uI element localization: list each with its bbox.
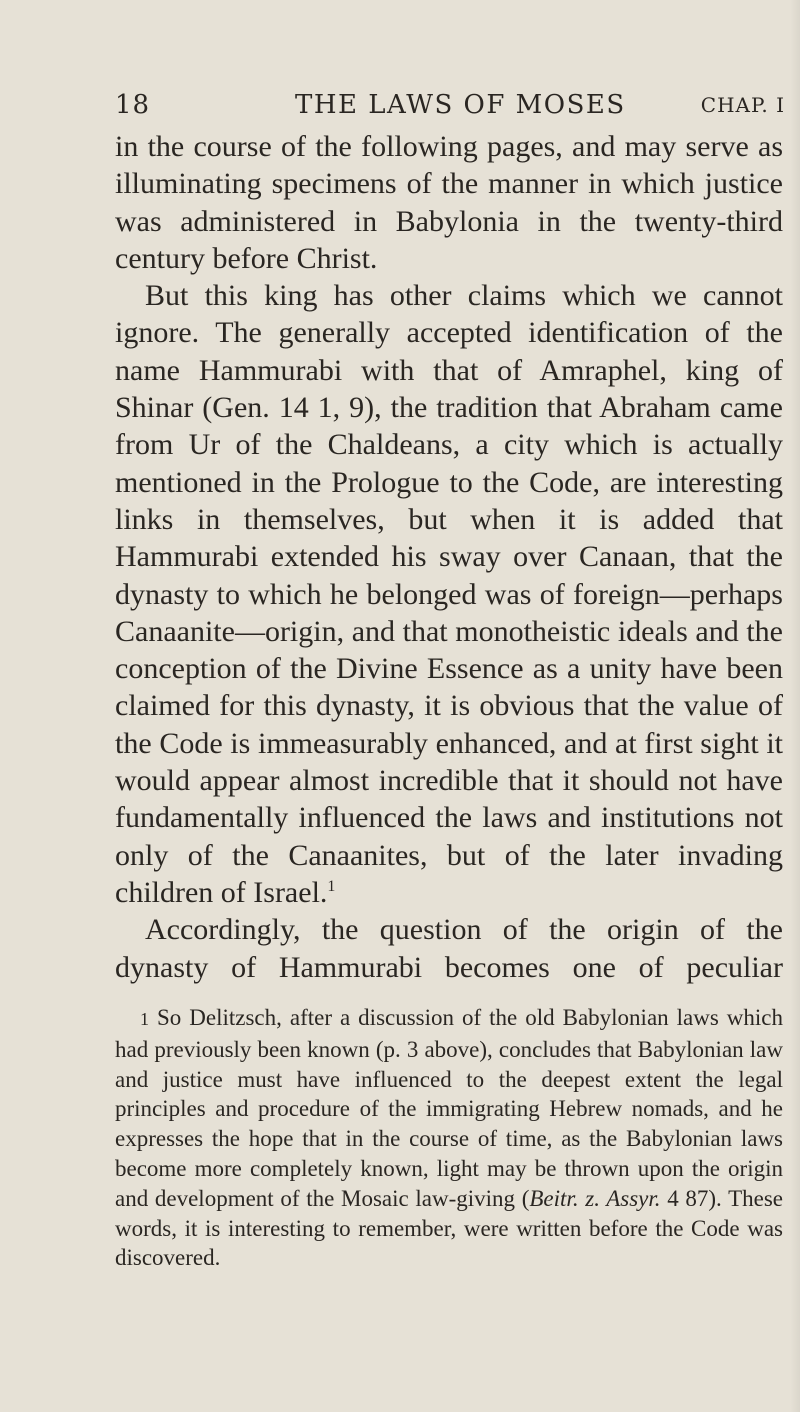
footnote-paragraph: [115, 1003, 783, 1273]
footnote-marker: 1: [140, 1009, 149, 1029]
paragraph-hammurabi-claims-text: But this king has other claims which we cannot ignore. The generally accepted identification of the name Hammurabi with that of Amraphel, king of Shinar (Gen. 14 1, 9), the tradition that Abraham came from Ur of the Chaldeans, a city which is actually mentioned in the Prologue to the Code, are interesting links in themselves, but when it is added that Hammurabi extended his sway over Canaan, that the dynasty to which he belonged was of foreign—perhaps Canaanite—origin, and that monotheistic ideals and the conception of the Divine Essence as a unity have been claimed for this dynasty, it is obvious that the value of the Code is immeasurably enhanced, and at first sight it would appear almost incredible that it should not have fundamentally influenced the laws and institutions not only of the Canaanites, but of the later invading children of Israel.: [115, 279, 783, 909]
chapter-label: CHAP. I: [700, 93, 785, 117]
paragraph-hammurabi-claims: [115, 277, 783, 911]
footnote-citation: Beitr. z. Assyr.: [529, 1185, 661, 1211]
footnote-text-after: 4 87). These words, it is interesting to remember, were written before the Code was discovered.: [115, 1185, 783, 1271]
page-number: 18: [115, 90, 151, 120]
footnote: [115, 1003, 783, 1273]
body-text: [115, 128, 783, 986]
paragraph-origin-question: Accordingly, the question of the origin of the dynasty of Hammurabi becomes one of peculiar: [115, 913, 783, 984]
paragraph-continuation: in the course of the following pages, and may serve as illuminating specimens of the manner in which justice was administered in Babylonia in the twenty-third century before Christ.: [115, 130, 783, 275]
footnote-text-before: So Delitzsch, after a discussion of the old Babylonian laws which had previously been known (p. 3 above), concludes that Babylonian law and justice must have influenced to the deepest extent the legal principles and procedure of the immigrating Hebrew nomads, and he expresses the hope that in the course of time, as the Babylonian laws become more completely known, light may be thrown upon the origin and development of the Mosaic law-giving (: [115, 1005, 783, 1211]
running-title: THE LAWS OF MOSES: [295, 90, 626, 120]
footnote-reference: 1: [327, 877, 336, 895]
page-edge-shadow: [790, 0, 800, 1412]
running-head: [115, 90, 785, 126]
